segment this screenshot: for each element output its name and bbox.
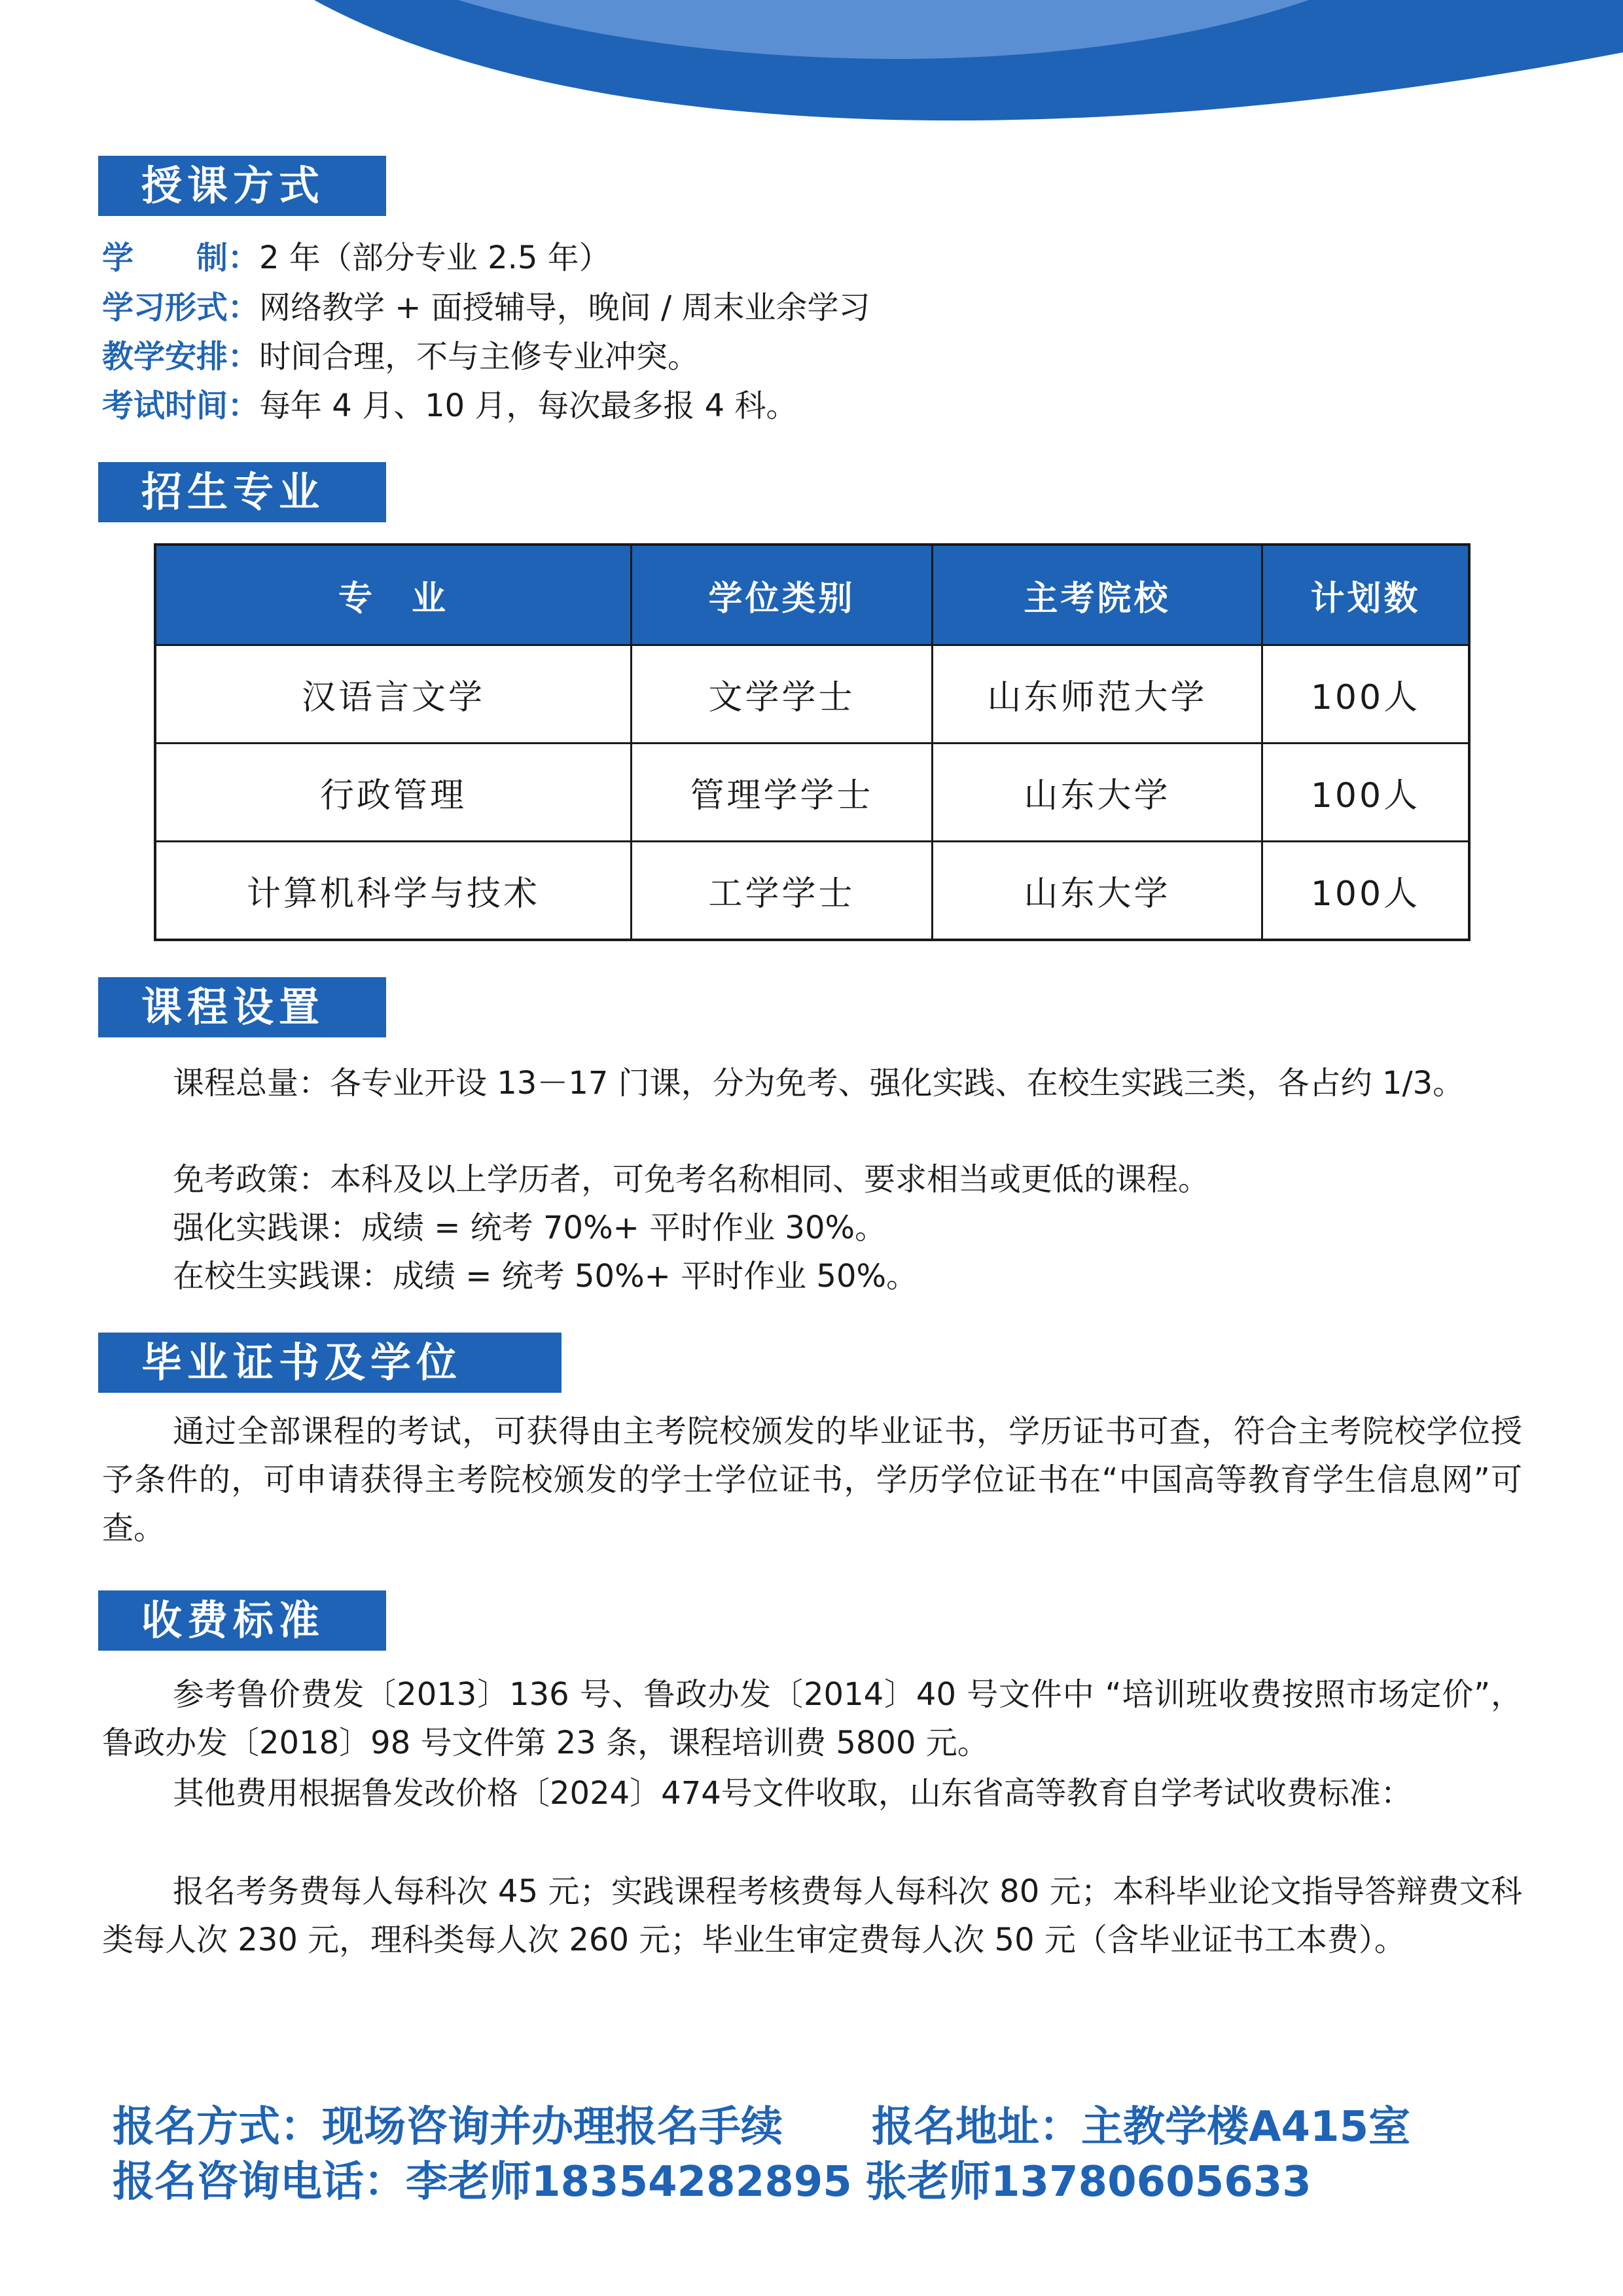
courses-exemption-paragraph: 免考政策：本科及以上学历者，可免考名称相同、要求相当或更低的课程。 xyxy=(173,1161,1210,1198)
col-header-degree: 学位类别 xyxy=(632,545,933,645)
cell-school: 山东大学 xyxy=(933,744,1262,842)
section-title-majors: 招生专业 xyxy=(98,462,386,522)
col-header-quota: 计划数 xyxy=(1262,545,1469,645)
info-label: 学 制： xyxy=(102,240,260,276)
info-value: 2 年（部分专业 2.5 年） xyxy=(259,240,611,276)
table-row xyxy=(155,744,1469,842)
col-header-major: 专 业 xyxy=(155,545,632,645)
table-header-row xyxy=(155,545,1469,645)
info-label: 考试时间： xyxy=(102,387,260,424)
cell-degree: 文学学士 xyxy=(632,645,933,744)
registration-phone-2: 张老师13780605633 xyxy=(865,2158,1311,2206)
fees-detail-paragraph: 报名考务费每人每科次 45 元；实践课程考核费每人每科次 80 元；本科毕业论文指导答辩费文科类每人次 230 元，理科类每人次 260 元；毕业生审定费每人次 50 元（含毕业证书工本费）。 xyxy=(102,1873,1522,1958)
registration-method: 报名方式：现场咨询并办理报名手续 xyxy=(113,2103,783,2151)
courses-student-paragraph: 在校生实践课：成绩 = 统考 50%+ 平时作业 50%。 xyxy=(173,1258,918,1295)
registration-address: 报名地址：主教学楼A415室 xyxy=(872,2103,1411,2151)
fees-training-paragraph: 参考鲁价费发〔2013〕136 号、鲁政办发〔2014〕40 号文件中 “培训班收费按照市场定价”，鲁政办发〔2018〕98 号文件第 23 条，课程培训费 5800 元。 xyxy=(102,1676,1522,1761)
cell-school: 山东大学 xyxy=(933,842,1262,941)
cell-school: 山东师范大学 xyxy=(933,645,1262,744)
cell-degree: 管理学学士 xyxy=(632,744,933,842)
cell-major: 计算机科学与技术 xyxy=(155,842,632,941)
section-title-graduation: 毕业证书及学位 xyxy=(98,1333,562,1393)
info-row-form xyxy=(102,288,870,327)
info-value: 时间合理，不与主修专业冲突。 xyxy=(259,338,700,375)
cell-major: 汉语言文学 xyxy=(155,645,632,744)
registration-phone: 报名咨询电话：李老师18354282895 xyxy=(113,2158,852,2206)
cell-quota: 100人 xyxy=(1262,842,1469,941)
graduation-paragraph: 通过全部课程的考试，可获得由主考院校颁发的毕业证书，学历证书可查，符合主考院校学位授予条件的，可申请获得主考院校颁发的学士学位证书，学历学位证书在“中国高等教育学生信息网”可查。 xyxy=(102,1413,1522,1547)
table-row xyxy=(155,645,1469,744)
info-label: 教学安排： xyxy=(102,338,260,375)
info-row-exam-time xyxy=(102,386,797,425)
table-row xyxy=(155,842,1469,941)
section-title-courses: 课程设置 xyxy=(98,977,386,1037)
info-value: 网络教学 + 面授辅导，晚间 / 周末业余学习 xyxy=(259,289,870,326)
info-row-duration xyxy=(102,238,611,278)
fees-other-paragraph: 其他费用根据鲁发改价格〔2024〕474号文件收取，山东省高等教育自学考试收费标准： xyxy=(173,1775,1412,1812)
cell-quota: 100人 xyxy=(1262,744,1469,842)
header-wave-decoration xyxy=(0,0,1623,170)
cell-quota: 100人 xyxy=(1262,645,1469,744)
majors-table xyxy=(154,543,1471,941)
col-header-school: 主考院校 xyxy=(933,545,1262,645)
courses-total-paragraph: 课程总量：各专业开设 13－17 门课，分为免考、强化实践、在校生实践三类，各占约 1/3。 xyxy=(173,1065,1465,1102)
courses-intensive-paragraph: 强化实践课：成绩 = 统考 70%+ 平时作业 30%。 xyxy=(173,1210,887,1246)
section-title-fees: 收费标准 xyxy=(98,1590,386,1651)
section-title-teaching: 授课方式 xyxy=(98,156,386,216)
cell-major: 行政管理 xyxy=(155,744,632,842)
info-value: 每年 4 月、10 月，每次最多报 4 科。 xyxy=(259,387,798,424)
cell-degree: 工学学士 xyxy=(632,842,933,941)
info-row-arrangement xyxy=(102,337,699,376)
info-label: 学习形式： xyxy=(102,289,260,326)
